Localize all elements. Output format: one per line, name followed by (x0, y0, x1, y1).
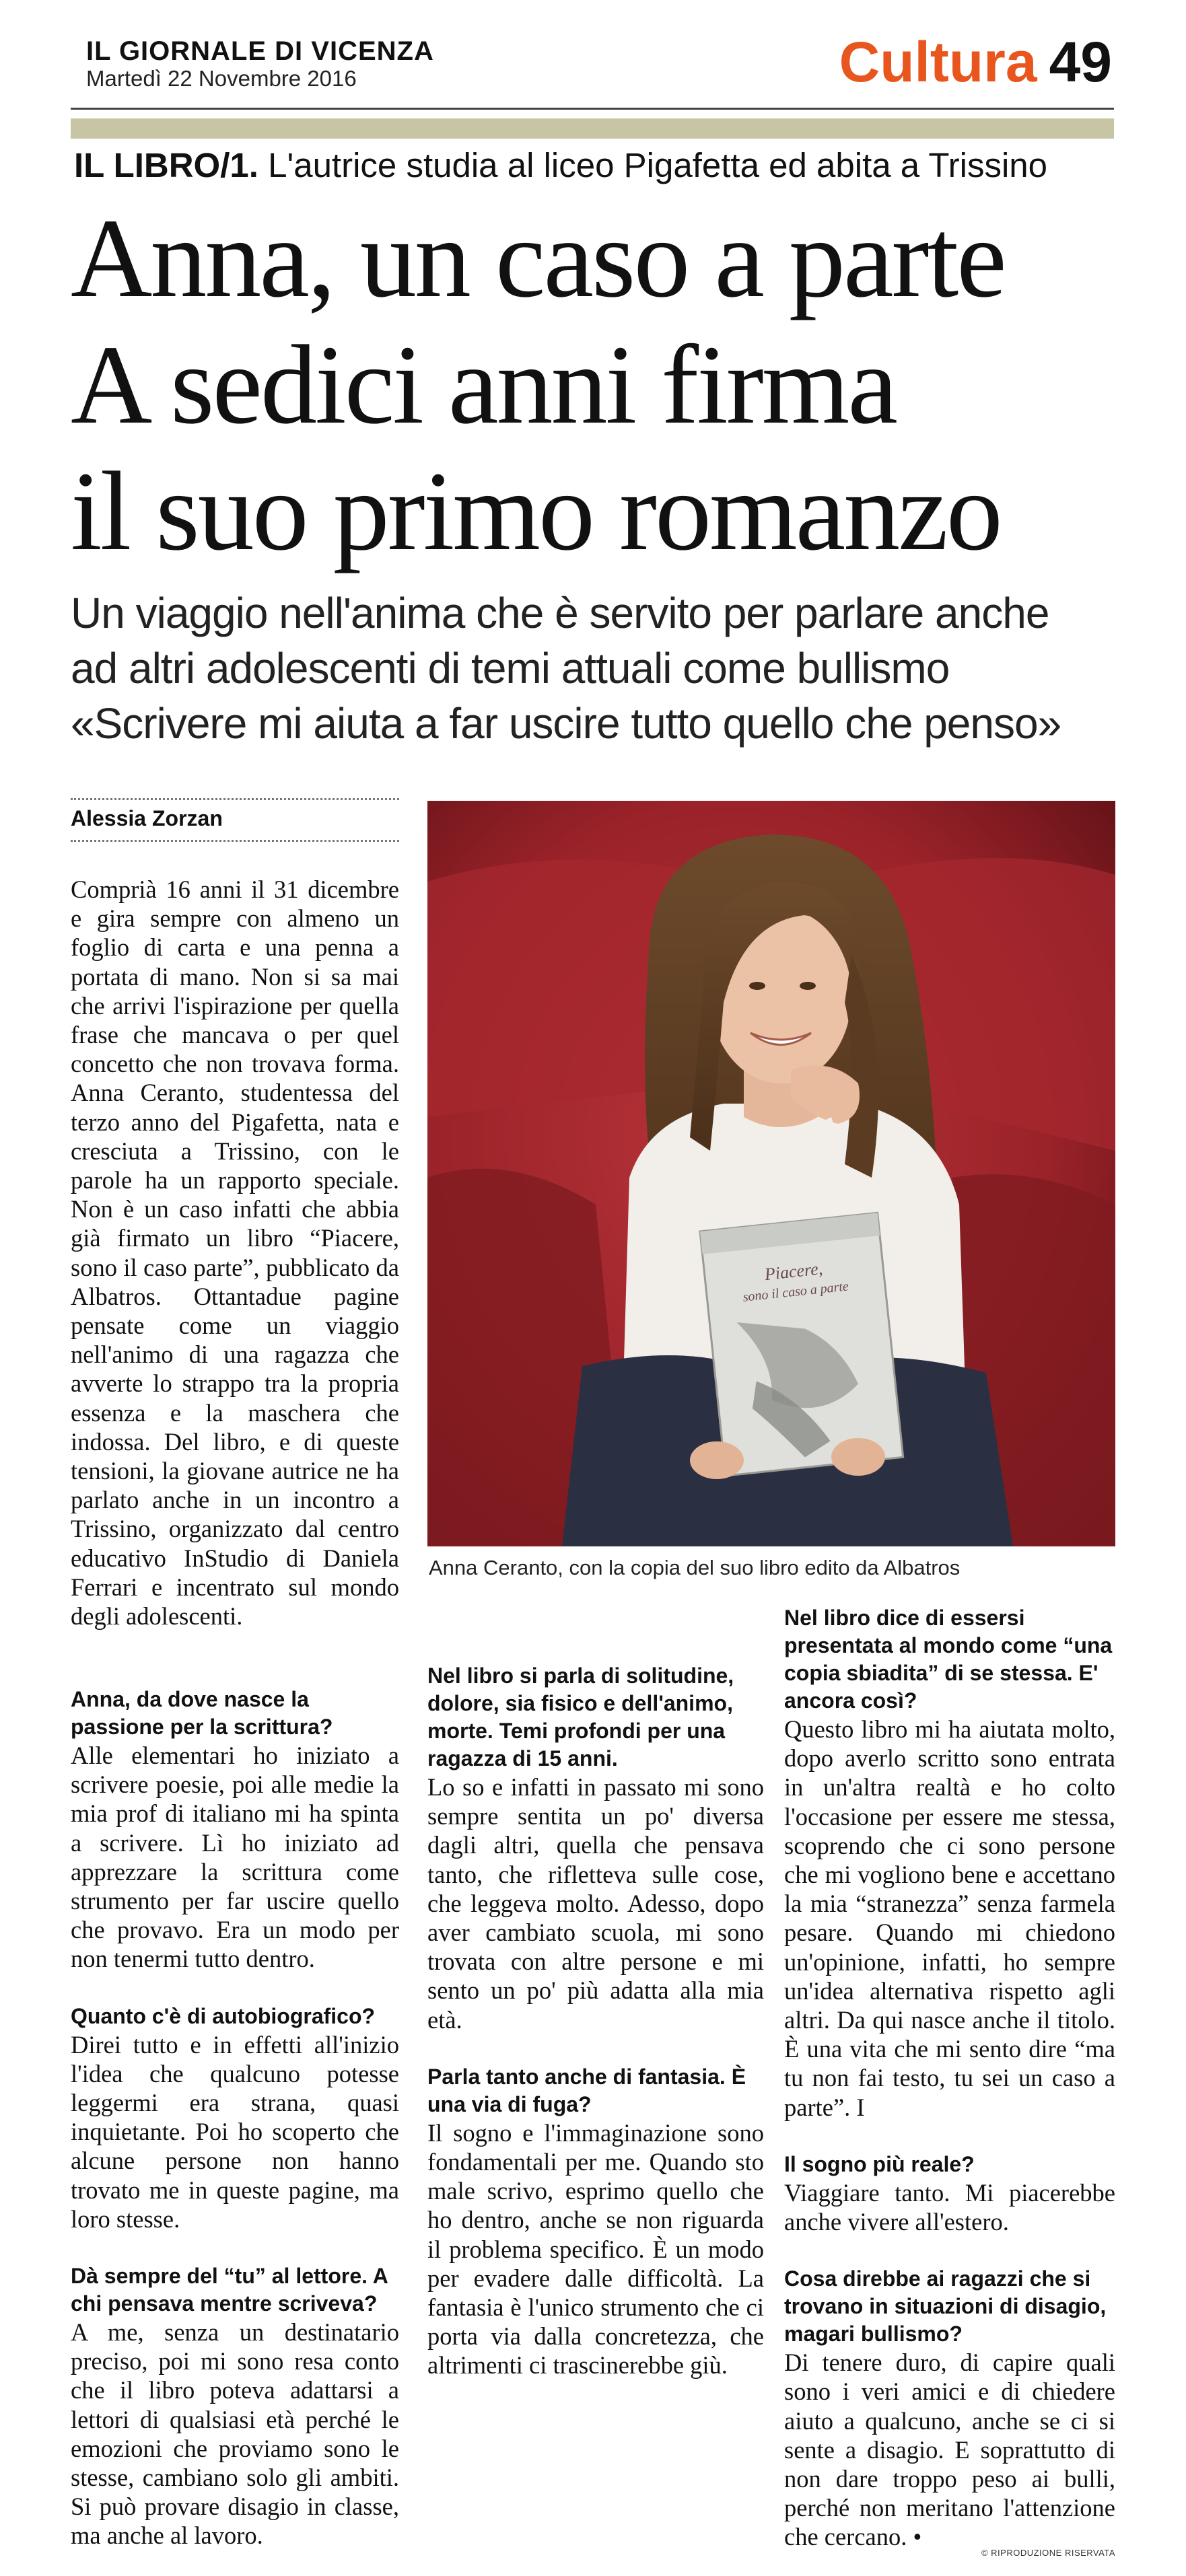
interview-question: Nel libro si parla di solitudine, dolore, sia fisico e dell'animo, morte. Temi profondi per una ragazza di 15 anni. (427, 1663, 734, 1770)
photo-caption: Anna Ceranto, con la copia del suo libro edito da Albatros (429, 1556, 961, 1579)
article-photo (427, 801, 1115, 1546)
newspaper-name: IL GIORNALE DI VICENZA (86, 36, 434, 66)
divider (71, 840, 399, 842)
headline-line: A sedici anni firma (71, 322, 896, 448)
kicker-label: IL LIBRO/1. (74, 146, 258, 184)
headline-line: Anna, un caso a parte (71, 196, 1005, 321)
kicker (74, 145, 1047, 185)
section-name: Cultura (839, 30, 1037, 94)
interview-question: Quanto c'è di autobiografico? (71, 2003, 376, 2028)
divider (71, 798, 399, 800)
interview-question: Parla tanto anche di fantasia. È una via di fuga? (427, 2064, 746, 2116)
headline-line: il suo primo romanzo (71, 449, 1001, 574)
interview-answer: Direi tutto e in effetti all'inizio l'idea che qualcuno potesse leggermi era strana, quasi inquietante. Poi ho scoperto che alcune persone non hanno trovato me in queste pagine, ma loro stesse. (71, 2030, 399, 2233)
book-cover-title: Piacere, (763, 1258, 824, 1285)
deck-line: ad altri adolescenti di temi attuali come bullismo (71, 644, 950, 692)
interview-answer: Questo libro mi ha aiutata molto, dopo averlo scritto sono entrata in un'altra realtà e ho colto l'occasione per essere me stessa, scoprendo che ci sono persone che mi vogliono bene e accettano la mia “stranezza” senza farmela pesare. Quando mi chiedono un'opinione, infatti, ho sempre un'idea alternativa rispetto agli altri. Da qui nasce anche il titolo. È una vita che mi sento dire “ma tu non fai testo, tu sei un caso a parte”. I (784, 1715, 1115, 2121)
interview-answer: A me, senza un destinatario preciso, poi mi sono resa conto che il libro poteva adattarsi a lettori di qualsiasi età perché le emozioni che proviamo sono le stesse, cambiano solo gli ambiti. Si può provare disagio in classe, ma anche al lavoro. (71, 2318, 399, 2550)
kicker-text: L'autrice studia al liceo Pigafetta ed abita a Trissino (258, 146, 1048, 184)
issue-date: Martedì 22 Novembre 2016 (86, 66, 357, 91)
article-column (784, 1604, 1115, 2552)
copyright-notice: © RIPRODUZIONE RISERVATA (981, 2548, 1115, 2558)
interview-question: Dà sempre del “tu” al lettore. A chi pensava mentre scriveva? (71, 2264, 388, 2316)
article-column (71, 875, 399, 1631)
interview-question: Cosa direbbe ai ragazzi che si trovano in situazioni di disagio, magari bullismo? (784, 2266, 1107, 2347)
article-paragraph: Comprià 16 anni il 31 dicembre e gira sempre con almeno un foglio di carta e una penna a portata di mano. Non si sa mai che arrivi l'ispirazione per quella frase che mancava o per quel concetto che non trovava forma. Anna Ceranto, studentessa del terzo anno del Pigafetta, nata e cresciuta a Trissino, con le parole ha un rapporto speciale. Non è un caso infatti che abbia già firmato un libro “Piacere, sono il caso parte”, pubblicato da Albatros. Ottantadue pagine pensate come un viaggio nell'animo di una ragazza che avverte lo strappo tra la propria essenza e la maschera che indossa. Del libro, e di queste tensioni, la giovane autrice ne ha parlato anche in un incontro a Trissino, organizzato dal centro educativo InStudio di Daniela Ferrari e incentrato sul mondo degli adolescenti. (71, 875, 399, 1631)
interview-question: Anna, da dove nasce la passione per la scrittura? (71, 1687, 333, 1739)
interview-answer: Di tenere duro, di capire quali sono i veri amici e di chiedere aiuto a qualcuno, anche se ci si sente a disagio. E soprattutto di non dare troppo peso ai bulli, perché non meritano l'attenzione che cercano. • (784, 2349, 1115, 2551)
interview-answer: Alle elementari ho iniziato a scrivere poesie, poi alle medie la mia prof di italiano mi ha spinta a scrivere. Lì ho iniziato ad apprezzare la scrittura come strumento per far uscire quello che provavo. Era un modo per non tenermi tutto dentro. (71, 1742, 399, 1973)
headline (71, 195, 1121, 575)
interview-answer: Viaggiare tanto. Mi piacerebbe anche vivere all'estero. (784, 2178, 1115, 2236)
article-column (427, 1604, 764, 2380)
byline: Alessia Zorzan (71, 806, 223, 830)
subheadline (71, 585, 1134, 751)
header-rule (71, 108, 1114, 110)
interview-answer: Lo so e infatti in passato mi sono sempre sentita un po' diversa dagli altri, quella che pensava tanto, che rifletteva sulle cose, che leggeva molto. Adesso, dopo aver cambiato scuola, mi sono trovata con altre persone e mi sento un po' più adatta alla mia età. (427, 1773, 764, 2034)
header-band (71, 118, 1114, 139)
page-number: 49 (1049, 30, 1112, 94)
interview-question: Nel libro dice di essersi presentata al mondo come “una copia sbiadita” di se stessa. E' ancora così? (784, 1606, 1113, 1713)
deck-line: «Scrivere mi aiuta a far uscire tutto quello che penso» (71, 699, 1061, 748)
section-header (839, 30, 1112, 94)
interview-answer: Il sogno e l'immaginazione sono fondamentali per me. Quando sto male scrivo, esprimo quello che ho dentro, anche se non riguarda il problema specifico. È un modo per evadere dalle difficoltà. La fantasia è l'unico strumento che ci porta via dalla concretezza, che altrimenti ci trascinerebbe giù. (427, 2118, 764, 2380)
book-cover-subtitle: sono il caso a parte (742, 1279, 849, 1305)
interview-question: Il sogno più reale? (784, 2151, 975, 2176)
deck-line: Un viaggio nell'anima che è servito per parlare anche (71, 589, 1049, 637)
article-column (71, 1686, 399, 2550)
